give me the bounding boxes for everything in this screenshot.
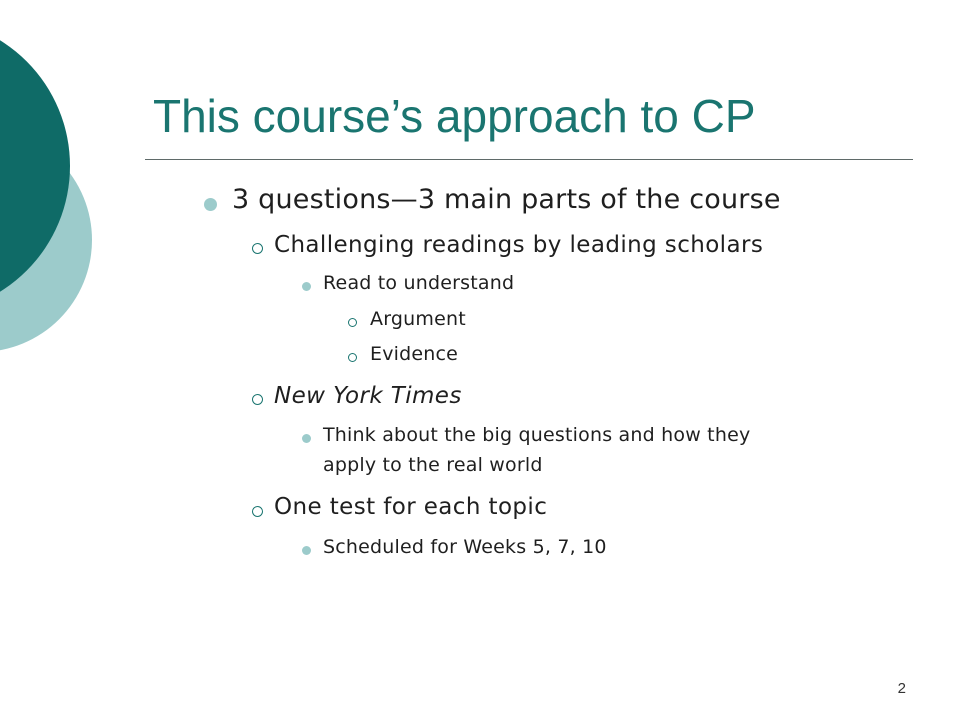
title-divider xyxy=(145,159,913,160)
bullet-level4 xyxy=(370,343,458,365)
bullet-text: Argument xyxy=(370,308,466,330)
filled-circle-bullet-icon xyxy=(204,198,217,211)
decorative-teal-circles xyxy=(0,0,120,400)
bullet-text: Scheduled for Weeks 5, 7, 10 xyxy=(323,536,607,558)
bullet-level1 xyxy=(232,184,781,215)
filled-circle-bullet-icon xyxy=(302,546,311,555)
bullet-text: 3 questions—3 main parts of the course xyxy=(232,184,781,215)
bullet-text: Challenging readings by leading scholars xyxy=(274,232,764,258)
bullet-level4 xyxy=(370,308,466,330)
filled-circle-bullet-icon xyxy=(302,282,311,291)
bullet-text: One test for each topic xyxy=(274,494,548,520)
hollow-circle-bullet-icon xyxy=(252,394,263,405)
bullet-text: Read to understand xyxy=(323,272,515,294)
hollow-circle-bullet-icon xyxy=(348,318,357,327)
bullet-text: apply to the real world xyxy=(323,454,543,476)
hollow-circle-bullet-icon xyxy=(252,506,263,517)
bullet-level3-continuation xyxy=(323,454,543,476)
bullet-level2 xyxy=(274,232,763,258)
hollow-circle-bullet-icon xyxy=(348,353,357,362)
bullet-level3 xyxy=(323,536,607,558)
bullet-level3 xyxy=(323,272,514,294)
bullet-level3 xyxy=(323,424,750,446)
bullet-text: New York Times xyxy=(274,383,462,409)
filled-circle-bullet-icon xyxy=(302,434,311,443)
bullet-level2 xyxy=(274,383,462,409)
page-number: 2 xyxy=(897,680,906,697)
bullet-text: Evidence xyxy=(370,343,459,365)
slide-title: This course’s approach to CP xyxy=(153,90,756,142)
bullet-text: Think about the big questions and how they xyxy=(323,424,751,446)
hollow-circle-bullet-icon xyxy=(252,243,263,254)
bullet-level2 xyxy=(274,494,547,520)
